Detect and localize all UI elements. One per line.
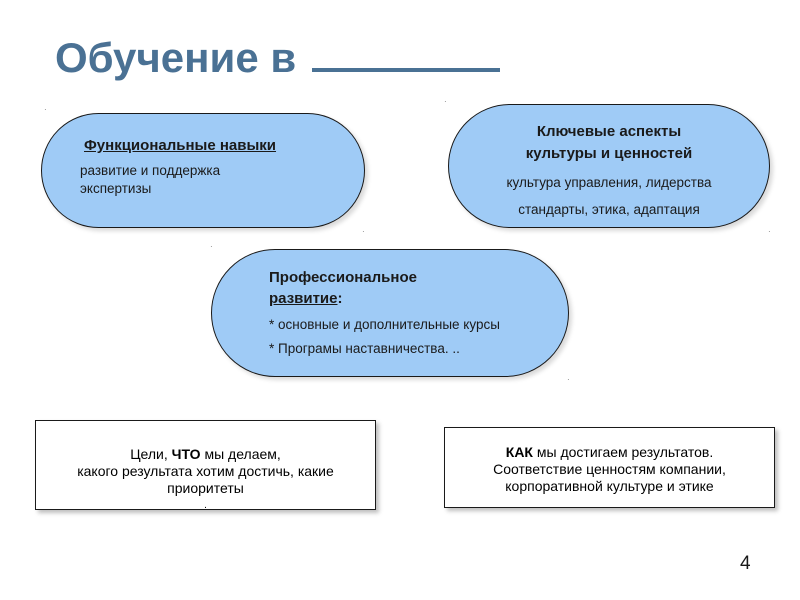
professional-heading-suffix: : <box>337 290 343 307</box>
how-bold: КАК <box>505 444 533 460</box>
what-goals-box <box>35 420 376 510</box>
how-suffix: мы достигаем результатов. <box>532 444 714 460</box>
page-number: 4 <box>740 553 751 574</box>
shape-marker: · <box>362 227 365 236</box>
what-goals-line3: приоритеты <box>167 480 244 496</box>
shape-marker: · <box>44 105 47 114</box>
culture-heading-line: культуры и ценностей <box>525 145 693 162</box>
culture-values-line: стандарты, этика, адаптация <box>518 202 700 217</box>
functional-skills-line: развитие и поддержка <box>80 163 221 178</box>
how-results-line2: Соответствие ценностям компании, <box>493 461 726 477</box>
culture-values-line: культура управления, лидерства <box>506 175 712 190</box>
shape-marker: · <box>210 242 213 251</box>
functional-skills-body <box>80 162 310 198</box>
professional-heading-line: Профессиональное <box>269 269 417 286</box>
what-goals-text <box>36 446 375 497</box>
functional-skills-heading: Функциональные навыки <box>84 137 277 154</box>
professional-heading-underlined: развитие <box>269 290 338 307</box>
culture-values-heading <box>449 121 769 165</box>
professional-development-oval <box>211 249 569 377</box>
culture-values-oval <box>448 104 770 228</box>
what-suffix: мы делаем, <box>200 446 281 462</box>
shape-marker: · <box>768 227 771 236</box>
how-results-line3: корпоративной культуре и этике <box>505 478 714 494</box>
professional-development-heading <box>269 267 417 309</box>
slide-title-text: Обучение в <box>55 34 297 81</box>
what-goals-line2: какого результата хотим достичь, какие <box>77 463 334 479</box>
what-goals-line1 <box>36 446 375 463</box>
what-bold: ЧТО <box>171 446 201 462</box>
professional-item: * основные и дополнительные курсы <box>269 317 500 332</box>
shape-marker: · <box>567 375 570 384</box>
how-results-box <box>444 427 775 508</box>
shape-marker: · <box>444 97 447 106</box>
title-blank-underline <box>312 68 500 72</box>
functional-skills-oval <box>41 113 365 228</box>
how-results-line1 <box>445 444 774 461</box>
what-prefix: Цели, <box>130 446 172 462</box>
professional-item: * Програмы наставничества. .. <box>269 341 460 356</box>
what-goals-dot: . <box>204 500 207 511</box>
how-results-text <box>445 444 774 495</box>
culture-heading-line: Ключевые аспекты <box>536 123 682 140</box>
functional-skills-line: экспертизы <box>80 181 152 196</box>
professional-heading-line2 <box>269 288 417 309</box>
slide-title <box>55 30 500 86</box>
